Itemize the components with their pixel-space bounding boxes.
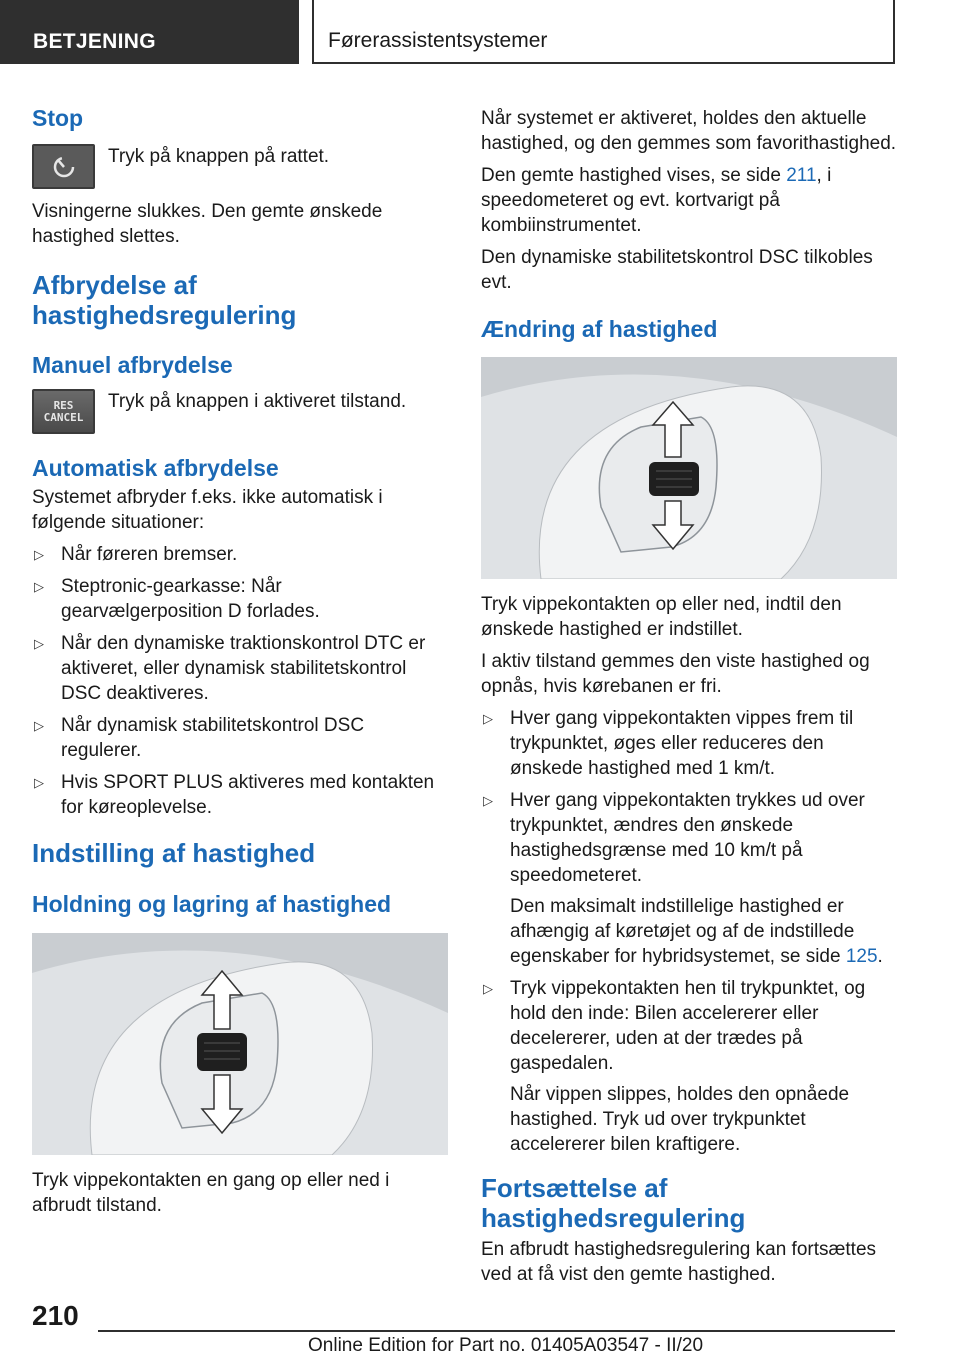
- auto-list: [32, 542, 448, 820]
- cancel-label: CANCEL: [43, 410, 84, 424]
- list-item: ▷ Tryk vippekontakten hen til trykpunktet, og hold den inde: Bilen accelererer eller decelererer, uden at der trædes på gaspedalen. Når vippen slippes, holdes den opnåede hastighed. Tryk ud over trykpunktet accelererer bilen kraftigere.: [481, 976, 897, 1157]
- cruise-control-button-icon: [32, 144, 95, 189]
- manual-instruction: Tryk på knappen i aktiveret tilstand.: [108, 391, 407, 412]
- triangle-bullet-icon: ▷: [34, 579, 44, 594]
- stop-button-row: [32, 144, 448, 189]
- change-paragraph-2: I aktiv tilstand gemmes den viste hastighed og opnås, hvis kørebanen er fri.: [481, 651, 870, 697]
- triangle-bullet-icon: ▷: [34, 636, 44, 651]
- edition-text: Online Edition for Part no. 01405A03547 - II/20: [308, 1335, 704, 1356]
- list-item: ▷ Hver gang vippekontakten trykkes ud over trykpunktet, ændres den ønskede hastighedsgrænse med 10 km/t på speedometeret. Den maksimalt indstillelige hastighed er afhængig af køretøjet og af de indstillede egenskaber for hybridsystemet, se side 125.: [481, 788, 897, 969]
- right-column: [481, 98, 897, 1294]
- change-heading: Ændring af hastighed: [481, 316, 718, 342]
- chapter-title: Førerassistentsystemer: [312, 0, 895, 64]
- triangle-bullet-icon: ▷: [34, 775, 44, 790]
- interrupt-heading: Afbrydelse af hastighedsregulering: [32, 270, 297, 330]
- change-list: [481, 706, 897, 1157]
- steering-wheel-rocker-image-2: [481, 357, 897, 579]
- right-paragraph-3: Den dynamiske stabilitetskontrol DSC tilkobles evt.: [481, 247, 873, 293]
- stop-heading: Stop: [32, 105, 84, 131]
- list-item: ▷ Steptronic-gearkasse: Når gearvælgerposition D forlades.: [34, 576, 320, 622]
- list-item-note: Når vippen slippes, holdes den opnåede hastighed. Tryk ud over trykpunktet accelererer bilen kraftigere.: [510, 1084, 850, 1155]
- change-paragraph-1: Tryk vippekontakten op eller ned, indtil den ønskede hastighed er indstillet.: [481, 594, 842, 640]
- page-number: 210: [32, 1300, 79, 1331]
- triangle-bullet-icon: ▷: [34, 547, 44, 562]
- resume-heading: Fortsættelse af hastighedsregulering: [481, 1173, 746, 1233]
- section-title: BETJENING: [0, 0, 299, 64]
- resume-text: En afbrudt hastighedsregulering kan fortsættes ved at få vist den gemte hastighed.: [481, 1239, 877, 1285]
- triangle-bullet-icon: ▷: [483, 793, 493, 808]
- list-item: ▷ Når føreren bremser.: [34, 544, 238, 565]
- hold-heading: Holdning og lagring af hastighed: [32, 891, 392, 917]
- triangle-bullet-icon: ▷: [34, 718, 44, 733]
- list-item: ▷ Hver gang vippekontakten vippes frem til trykpunktet, øges eller reduceres den ønskede hastighed med 1 km/t.: [483, 708, 854, 779]
- steering-wheel-rocker-image: [32, 933, 448, 1155]
- page-link-211[interactable]: 211: [786, 165, 817, 186]
- left-column: [32, 98, 448, 1225]
- setting-heading: Indstilling af hastighed: [32, 838, 316, 868]
- list-item: ▷ Når den dynamiske traktionskontrol DTC er aktiveret, eller dynamisk stabilitetskontrol DSC deaktiveres.: [34, 633, 426, 704]
- right-paragraph-2: Den gemte hastighed vises, se side 211, i speedometeret og evt. kortvarigt på kombiinstrumentet.: [481, 165, 832, 236]
- right-paragraph-1: Når systemet er aktiveret, holdes den aktuelle hastighed, og den gemmes som favorithastighed.: [481, 108, 897, 154]
- triangle-bullet-icon: ▷: [483, 711, 493, 726]
- list-item: ▷ Når dynamisk stabilitetskontrol DSC regulerer.: [34, 715, 365, 761]
- res-label: RES: [53, 398, 74, 412]
- stop-instruction: Tryk på knappen på rattet.: [108, 146, 330, 167]
- footer-divider: [98, 1330, 895, 1332]
- hold-caption: Tryk vippekontakten en gang op eller ned i afbrudt tilstand.: [32, 1170, 390, 1216]
- manual-heading: Manuel afbrydelse: [32, 352, 233, 378]
- page-link-125[interactable]: 125: [845, 946, 878, 967]
- list-item-note: Den maksimalt indstillelige hastighed er afhængig af køretøjet og af de indstillede egenskaber for hybridsystemet, se side 125.: [510, 896, 883, 967]
- manual-button-row: [32, 389, 448, 434]
- auto-intro: Systemet afbryder f.eks. ikke automatisk i følgende situationer:: [32, 487, 383, 533]
- page-header: [0, 0, 960, 68]
- res-cancel-button-icon: [32, 389, 95, 434]
- list-item: ▷ Hvis SPORT PLUS aktiveres med kontakten for køreoplevelse.: [34, 772, 435, 818]
- stop-text: Visningerne slukkes. Den gemte ønskede hastighed slettes.: [32, 201, 383, 247]
- triangle-bullet-icon: ▷: [483, 981, 493, 996]
- auto-heading: Automatisk afbrydelse: [32, 455, 279, 481]
